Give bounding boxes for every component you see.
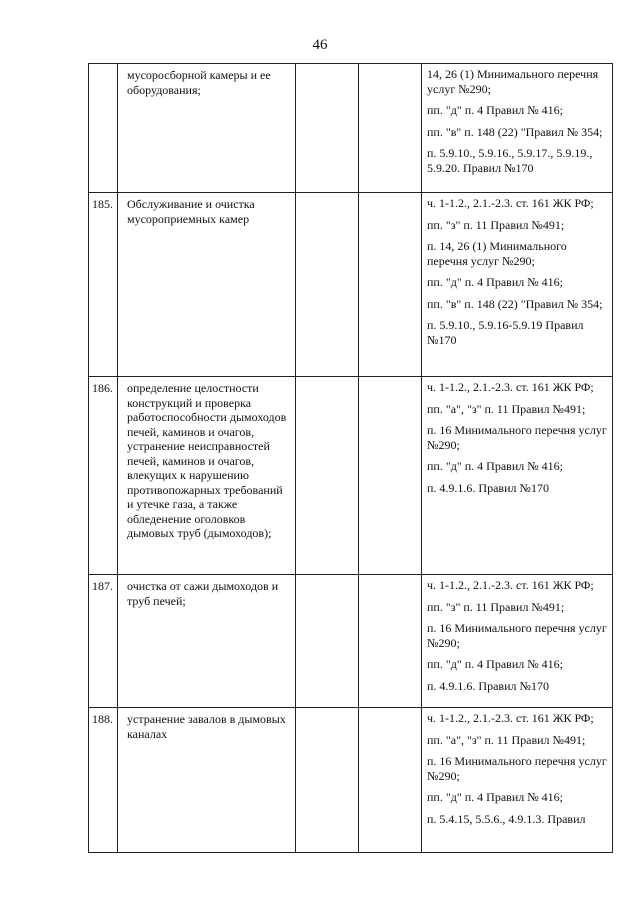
table-row	[89, 708, 613, 853]
empty-cell	[296, 708, 359, 853]
empty-cell	[296, 64, 359, 193]
empty-cell	[359, 193, 422, 377]
row-number	[89, 64, 118, 193]
empty-cell	[359, 575, 422, 708]
legal-reference: ч. 1-1.2., 2.1.-2.3. ст. 161 ЖК РФ;	[427, 380, 594, 394]
page-number: 46	[312, 37, 328, 53]
legal-reference: пп. "д" п. 4 Правил № 416;	[427, 103, 564, 117]
legal-reference: п. 5.9.10., 5.9.16., 5.9.17., 5.9.19., 5.9.20. Правил №170	[427, 146, 593, 175]
legal-reference: пп. "д" п. 4 Правил № 416;	[427, 459, 564, 473]
empty-cell	[296, 575, 359, 708]
legal-reference: пп. "д" п. 4 Правил № 416;	[427, 657, 564, 671]
legal-reference: п. 4.9.1.6. Правил №170	[427, 480, 549, 495]
legal-reference: ч. 1-1.2., 2.1.-2.3. ст. 161 ЖК РФ;	[427, 196, 594, 210]
legal-basis-cell	[422, 708, 613, 853]
legal-basis-cell	[422, 64, 613, 193]
work-description: Обслуживание и очистка мусороприемных камер	[118, 193, 296, 377]
legal-reference: 14, 26 (1) Минимального перечня услуг №290;	[427, 67, 599, 96]
legal-reference: пп. "в" п. 148 (22) "Правил № 354;	[427, 124, 603, 139]
legal-reference: п. 14, 26 (1) Минимального перечня услуг №290;	[427, 239, 567, 268]
legal-reference: п. 5.9.10., 5.9.16-5.9.19 Правил №170	[427, 318, 584, 347]
legal-reference: п. 16 Минимального перечня услуг №290;	[427, 621, 607, 650]
empty-cell	[296, 377, 359, 575]
legal-basis-cell	[422, 193, 613, 377]
row-number: 187.	[89, 575, 118, 708]
table-row	[89, 193, 613, 377]
legal-reference: п. 16 Минимального перечня услуг №290;	[427, 423, 607, 452]
legal-reference: пп. "д" п. 4 Правил № 416;	[427, 790, 564, 804]
legal-reference: пп. "в" п. 148 (22) "Правил № 354;	[427, 296, 603, 311]
legal-reference: пп. "д" п. 4 Правил № 416;	[427, 275, 564, 289]
row-number: 185.	[89, 193, 118, 377]
empty-cell	[359, 377, 422, 575]
table-row	[89, 64, 613, 193]
legal-reference: п. 16 Минимального перечня услуг №290;	[427, 754, 607, 783]
work-description: очистка от сажи дымоходов и труб печей;	[118, 575, 296, 708]
work-description: мусоросборной камеры и ее оборудования;	[118, 64, 296, 193]
legal-basis-cell	[422, 575, 613, 708]
legal-reference: пп. "а", "з" п. 11 Правил №491;	[427, 401, 586, 416]
table-row	[89, 575, 613, 708]
legal-reference: пп. "а", "з" п. 11 Правил №491;	[427, 732, 586, 747]
legal-reference: пп. "з" п. 11 Правил №491;	[427, 599, 565, 614]
regulations-table	[88, 63, 613, 853]
row-number: 186.	[89, 377, 118, 575]
row-number: 188.	[89, 708, 118, 853]
work-description: определение целостности конструкций и проверка работоспособности дымоходов печей, каминов и очагов, устранение неисправностей печей, каминов и очагов, влекущих к нарушению противопожарных требований и утечке газа, а также обледенение оголовков дымовых труб (дымоходов);	[118, 377, 296, 575]
table-row	[89, 377, 613, 575]
legal-reference: п. 4.9.1.6. Правил №170	[427, 678, 549, 693]
work-description: устранение завалов в дымовых каналах	[118, 708, 296, 853]
empty-cell	[296, 193, 359, 377]
legal-reference: ч. 1-1.2., 2.1.-2.3. ст. 161 ЖК РФ;	[427, 711, 594, 725]
legal-basis-cell	[422, 377, 613, 575]
legal-reference: пп. "з" п. 11 Правил №491;	[427, 217, 565, 232]
empty-cell	[359, 708, 422, 853]
legal-reference: п. 5.4.15, 5.5.6., 4.9.1.3. Правил	[427, 811, 586, 826]
legal-reference: ч. 1-1.2., 2.1.-2.3. ст. 161 ЖК РФ;	[427, 578, 594, 592]
empty-cell	[359, 64, 422, 193]
